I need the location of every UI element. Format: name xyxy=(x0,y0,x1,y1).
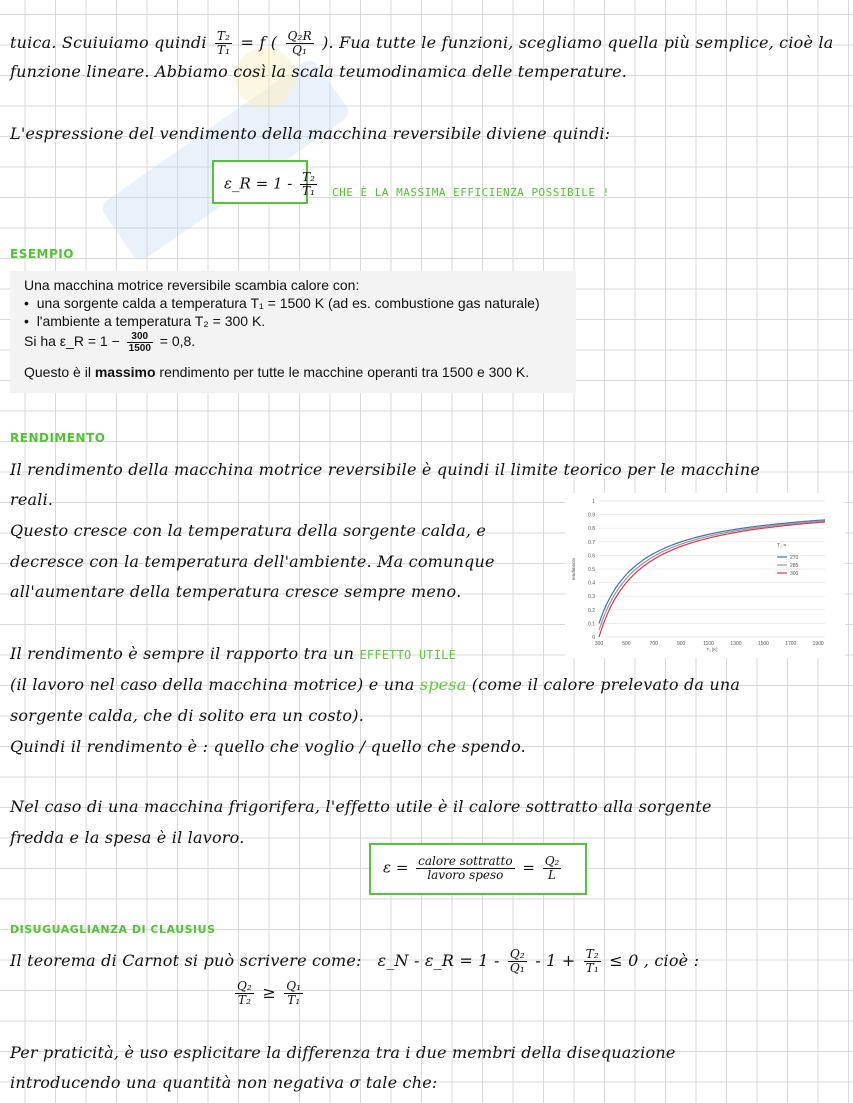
efficiency-chart-panel xyxy=(565,493,845,658)
chart-x-tick-label: 1500 xyxy=(757,641,769,647)
chart-y-tick-label: 0 xyxy=(592,635,595,641)
chart-x-tick-label: 1100 xyxy=(703,641,714,647)
example-card xyxy=(10,271,576,393)
rend-line-11: fredda e la spesa è il lavoro. xyxy=(10,828,245,847)
rend-line-2: reali. xyxy=(10,490,54,509)
efficiency-chart xyxy=(565,493,845,658)
rend-line-1: Il rendimento della macchina motrice reversibile è quindi il limite teorico per le macchine xyxy=(10,460,761,479)
clausius-line-3: Per praticità, è uso esplicitare la differenza tra i due membri della disequazione xyxy=(10,1043,676,1062)
chart-x-tick-label: 1700 xyxy=(785,641,797,647)
rend-line-6: Il rendimento è sempre il rapporto tra un EFFETTO UTILE xyxy=(10,644,457,663)
formula-box-cop: ε = $\frac{\text{calore sottratto}}{\text{lavoro speso}}$ = $\frac{\text{Q₂}}{L}$ xyxy=(369,843,587,895)
rend-line-10: Nel caso di una macchina frigorifera, l'effetto utile è il calore sottratto alla sorgente xyxy=(10,797,712,816)
heading-rendimento: RENDIMENTO xyxy=(10,431,106,445)
heading-esempio: ESEMPIO xyxy=(10,247,74,261)
formula-box-efficiency: ε_R = 1 - $\frac{\text{T₂}}{\text{T₁}}$ xyxy=(212,160,308,204)
chart-y-tick-label: 0.3 xyxy=(588,594,595,601)
rend-line-4: decresce con la temperatura dell'ambiente. Ma comunque xyxy=(10,552,495,571)
example-line-5: Questo è il massimo rendimento per tutte le macchine operanti tra 1500 e 300 K. xyxy=(24,364,530,380)
text-line-2: funzione lineare. Abbiamo così la scala teumodinamica delle temperature. xyxy=(10,62,628,81)
chart-series-line-300 xyxy=(599,522,825,637)
chart-x-tick-label: 1300 xyxy=(730,641,742,647)
chart-y-tick-label: 0.1 xyxy=(588,621,595,628)
chart-y-tick-label: 0.8 xyxy=(588,526,595,533)
chart-x-tick-label: 700 xyxy=(649,641,658,647)
rend-line-9: Quindi il rendimento è : quello che voglio / quello che spendo. xyxy=(10,737,526,756)
text-line-1: tuica. Scuiuiamo quindi $\frac{\text{T₂}}{\text{T₁}}$ = f ( $\frac{\text{Q₂R}}{\text{Q₁}}$ ). Fua tutte le funzioni, scegliamo quella più semplice, cioè la xyxy=(10,29,834,57)
text-line-3: L'espressione del vendimento della macchina reversibile diviene quindi: xyxy=(10,124,611,143)
chart-x-tick-label: 300 xyxy=(594,641,604,647)
rend-line-8: sorgente calda, che di solito era un costo). xyxy=(10,706,364,725)
rend-line-7: (il lavoro nel caso della macchina motrice) e una spesa (come il calore prelevato da una xyxy=(10,675,741,694)
example-bullet-2: • l'ambiente a temperatura T₂ = 300 K. xyxy=(24,313,266,329)
rend-line-5: all'aumentare della temperatura cresce sempre meno. xyxy=(10,582,462,601)
chart-y-tick-label: 0.2 xyxy=(588,607,595,614)
example-line-1: Una macchina motrice reversibile scambia calore con: xyxy=(24,277,360,293)
chart-y-axis-label: rendimento xyxy=(571,557,576,581)
chart-y-tick-label: 0.5 xyxy=(588,567,595,573)
chart-x-tick-label: 900 xyxy=(677,641,686,647)
chart-legend-label-300: 300 xyxy=(790,571,799,577)
heading-clausius: DISUGUAGLIANZA DI CLAUSIUS xyxy=(10,923,216,936)
clausius-inequality: $\frac{\text{Q₂}}{\text{T₂}}$ ≥ $\frac{\text{Q₁}}{\text{T₁}}$ xyxy=(237,979,302,1007)
rend-line-3: Questo cresce con la temperatura della sorgente calda, e xyxy=(10,521,487,540)
chart-x-tick-label: 500 xyxy=(622,641,631,647)
chart-y-tick-label: 0.4 xyxy=(588,580,595,587)
chart-legend-label-270: 270 xyxy=(790,555,799,561)
chart-y-tick-label: 0.6 xyxy=(588,553,595,560)
example-bullet-1: • una sorgente calda a temperatura T₁ = 1500 K (ad es. combustione gas naturale) xyxy=(24,295,540,311)
chart-y-tick-label: 0.9 xyxy=(588,512,595,519)
chart-legend-title: T₂ = xyxy=(777,543,787,549)
chart-x-tick-label: 1900 xyxy=(812,641,824,647)
example-line-4: Si ha ε_R = 1 − $\frac{300}{1500}$ = 0,8. xyxy=(24,331,196,354)
chart-y-tick-label: 1 xyxy=(592,499,595,505)
clausius-line-4: introducendo una quantità non negativa σ tale che: xyxy=(10,1073,438,1092)
chart-x-axis-label: T₁ [K] xyxy=(706,647,718,652)
clausius-line-1: Il teorema di Carnot si può scrivere come: ε_N - ε_R = 1 - $\frac{\text{Q₂}}{\text{Q₁}}$ - 1 + $\frac{\text{T₂}}{\text{T₁}}$ ≤ 0 , cioè : xyxy=(10,947,700,975)
chart-y-tick-label: 0.7 xyxy=(588,539,595,546)
chart-legend-label-285: 285 xyxy=(790,563,799,569)
efficiency-note: CHE È LA MASSIMA EFFICIENZA POSSIBILE ! xyxy=(332,186,610,199)
